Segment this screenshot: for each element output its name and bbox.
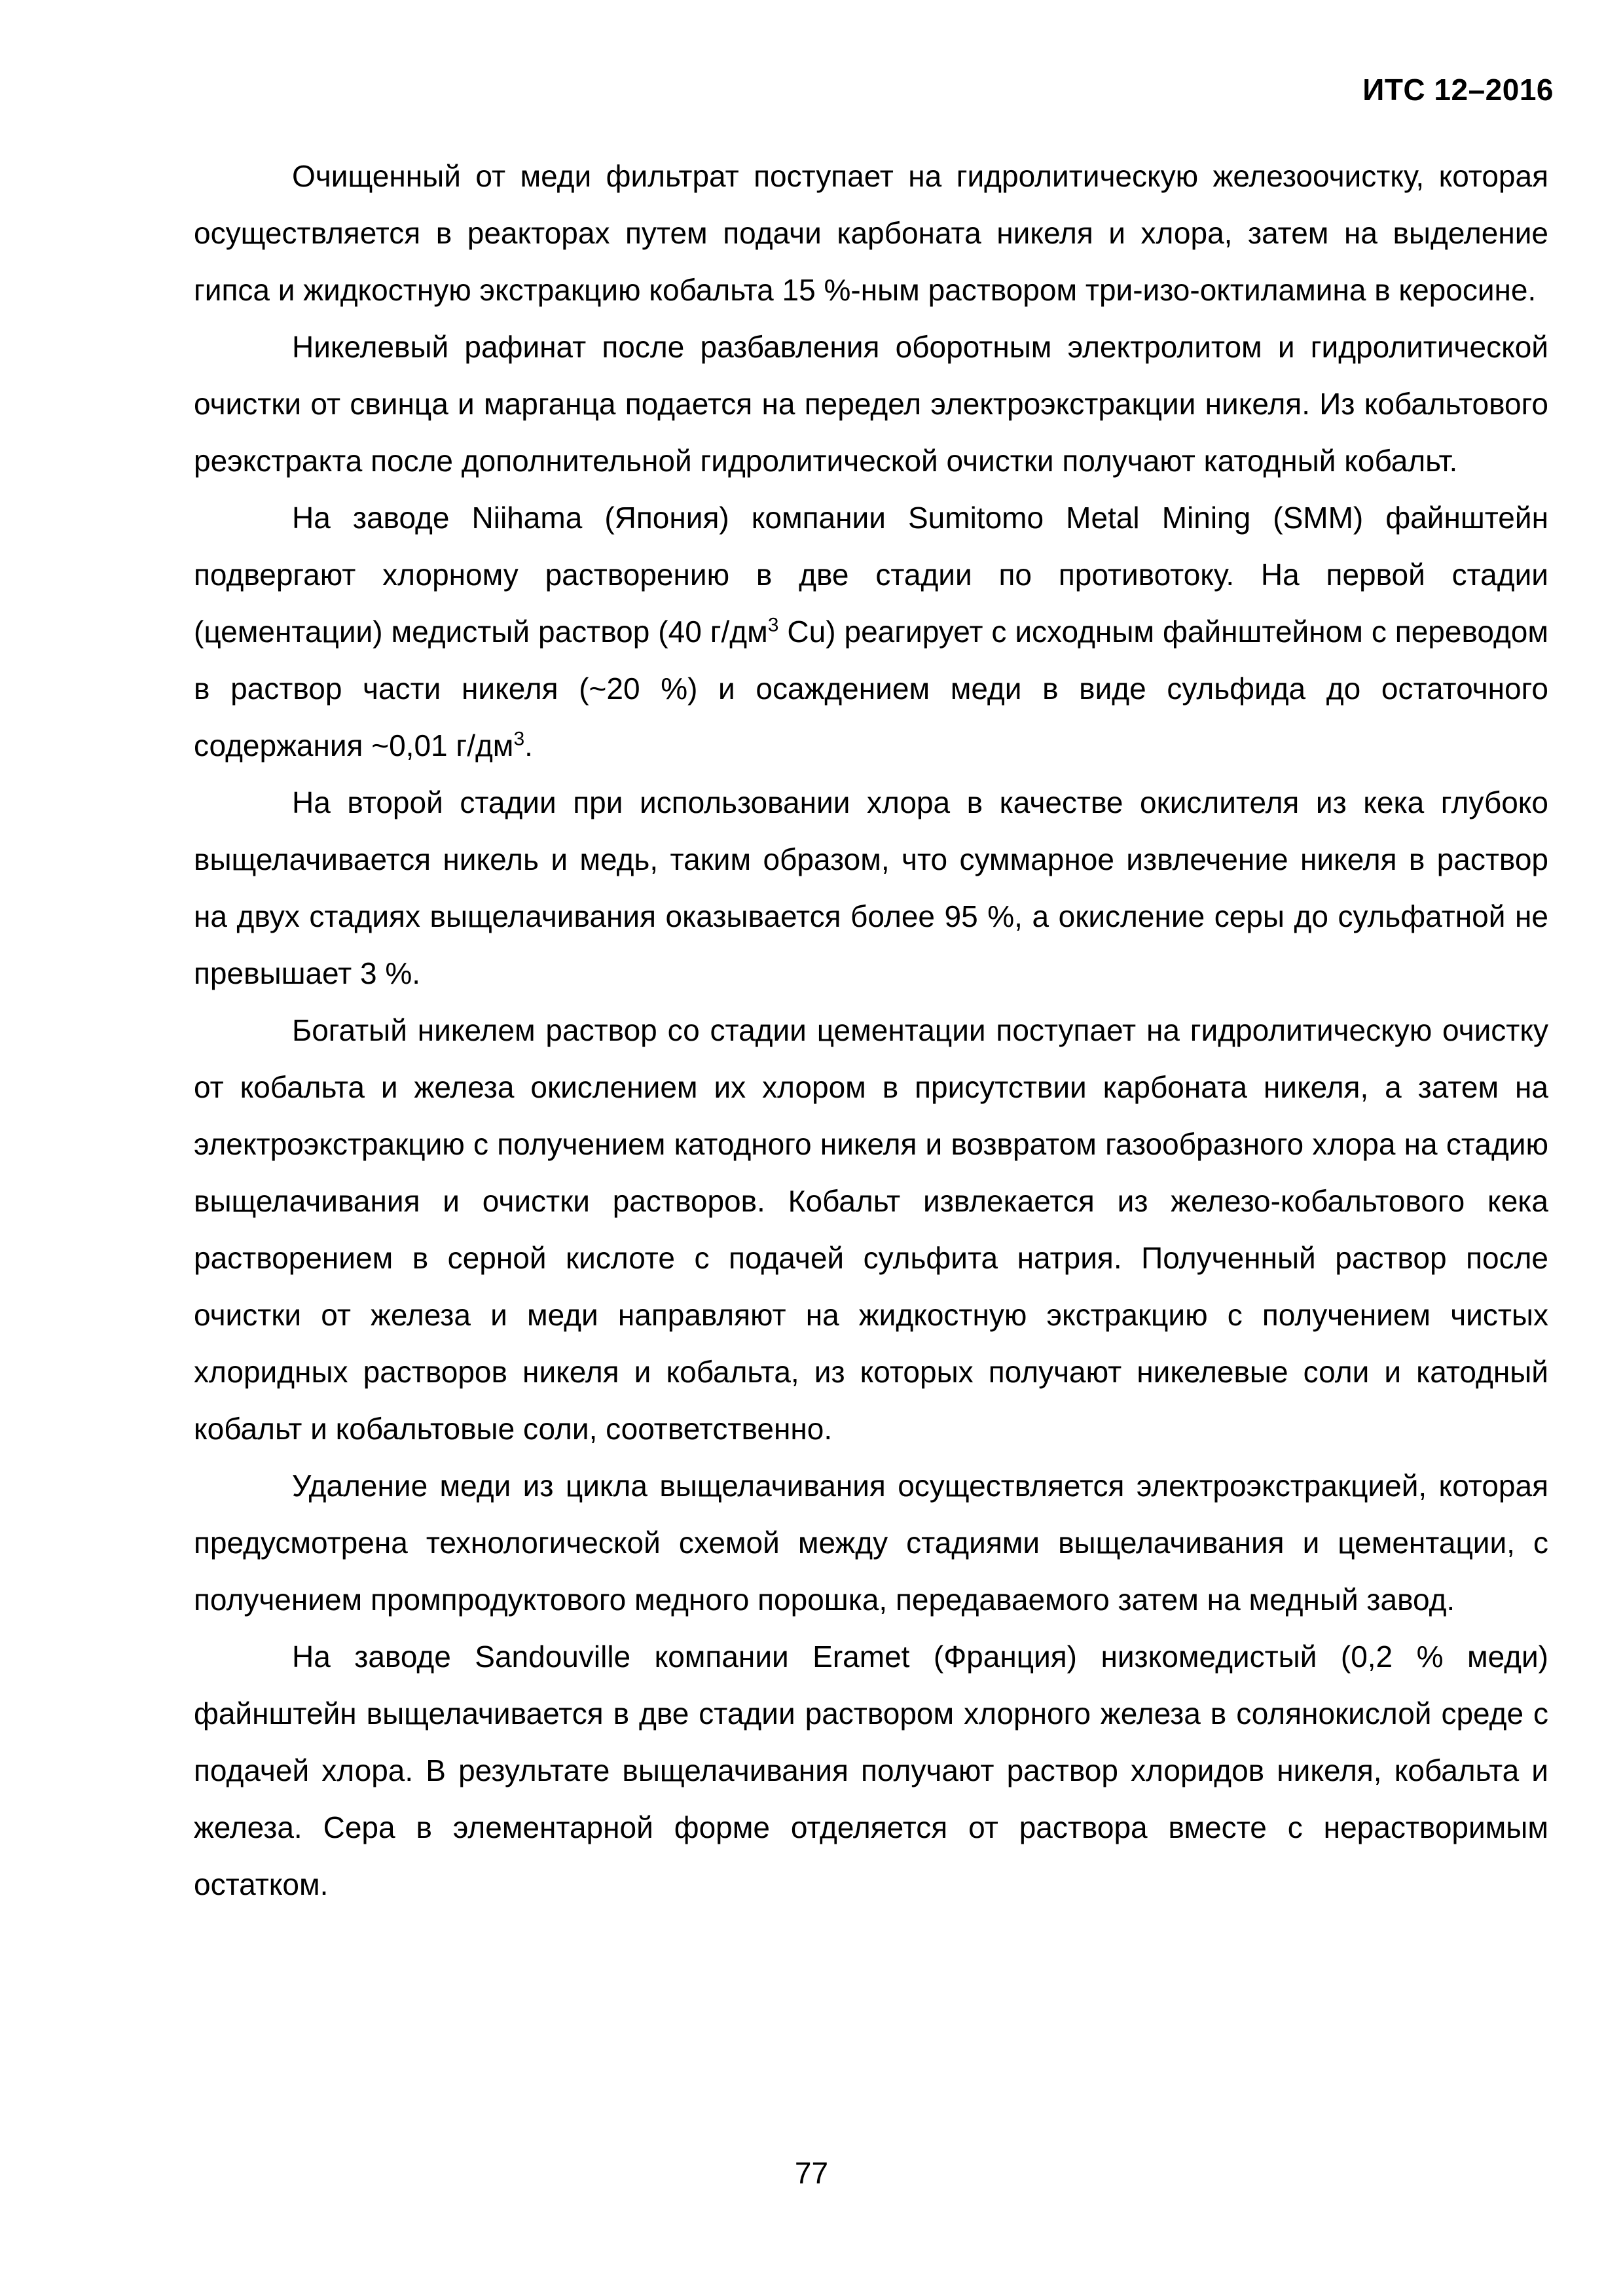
paragraph-copper-removal: Удаление меди из цикла выщелачивания осуществляется электроэкстракцией, которая предусмотрена технологической схемой между стадиями выщелачивания и цементации, с получением промпродуктового медного порошка, передаваемого затем на медный завод. bbox=[194, 1469, 1548, 1617]
paragraph-nickel-raffinate: Никелевый рафинат после разбавления оборотным электролитом и гидролитической очистки от свинца и марганца подается на передел электроэкстракции никеля. Из кобальтового реэкстракта после дополнительной гидролитической очистки получают катодный кобальт. bbox=[194, 330, 1548, 478]
document-header bbox=[1362, 72, 1554, 107]
paragraph-niihama-part-1: На заводе Niihama (Япония) компании Sumitomo Metal Mining (SMM) файнштейн подвергают хлорному растворению в две стадии по противотоку. На первой стадии (цементации) медистый раствор (40 г/дм bbox=[194, 501, 1548, 649]
superscript-1: 3 bbox=[767, 614, 779, 636]
paragraph-cementation-solution: Богатый никелем раствор со стадии цементации поступает на гидролитическую очистку от кобальта и железа окислением их хлором в присутствии карбоната никеля, а затем на электроэкстракцию с получением катодного никеля и возвратом газообразного хлора на стадию выщелачивания и очистки растворов. Кобальт извлекается из железо-кобальтового кека растворением в серной кислоте с подачей сульфита натрия. Полученный раствор после очистки от железа и меди направляют на жидкостную экстракцию с получением чистых хлоридных растворов никеля и кобальта, из которых получают никелевые соли и катодный кобальт и кобальтовые соли, соответственно. bbox=[194, 1013, 1548, 1446]
paragraph-sandouville-plant: На заводе Sandouville компании Eramet (Франция) низкомедистый (0,2 % меди) файнштейн выщелачивается в две стадии раствором хлорного железа в солянокислой среде с подачей хлора. В результате выщелачивания получают раствор хлоридов никеля, кобальта и железа. Сера в элементарной форме отделяется от раствора вместе с нерастворимым остатком. bbox=[194, 1640, 1548, 1901]
paragraph-niihama-part-2: Cu) реагирует с исходным файнштейном с переводом в раствор части никеля (~20 %) и осаждением меди в виде сульфида до остаточного содержания ~0,01 г/дм bbox=[194, 615, 1548, 762]
paragraph-iron-purification: Очищенный от меди фильтрат поступает на гидролитическую железоочистку, которая осуществляется в реакторах путем подачи карбоната никеля и хлора, затем на выделение гипса и жидкостную экстракцию кобальта 15 %-ным раствором три-изо-октиламина в керосине. bbox=[194, 159, 1548, 307]
document-id: ИТС 12–2016 bbox=[1362, 73, 1554, 107]
page-number: 77 bbox=[794, 2156, 829, 2190]
paragraph-niihama-plant bbox=[194, 490, 1548, 774]
superscript-2: 3 bbox=[513, 728, 525, 750]
paragraph-second-stage: На второй стадии при использовании хлора в качестве окислителя из кека глубоко выщелачивается никель и медь, таким образом, что суммарное извлечение никеля в раствор на двух стадиях выщелачивания оказывается более 95 %, а окисление серы до сульфатной не превышает 3 %. bbox=[194, 785, 1548, 990]
body-text bbox=[194, 148, 1548, 1913]
paragraph-niihama-part-3: . bbox=[524, 728, 533, 762]
